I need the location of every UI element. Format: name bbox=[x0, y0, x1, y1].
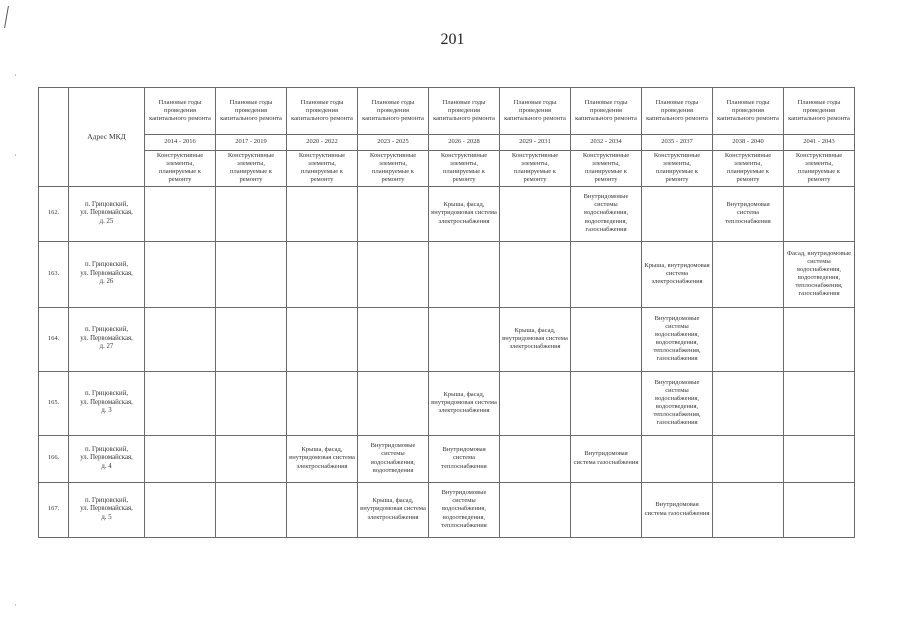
header-period-title: Плановые годы проведения капитального ремонта bbox=[287, 88, 358, 135]
row-period-cell: Внутридомовые системы водоснабжения, водоотведения, теплоснабжения, газоснабжения bbox=[642, 371, 713, 435]
row-address bbox=[69, 371, 145, 435]
header-period-years: 2026 - 2028 bbox=[429, 135, 500, 151]
row-period-cell bbox=[642, 186, 713, 241]
header-elements-label: Конструктивные элементы, планируемые к ремонту bbox=[500, 151, 571, 187]
row-period-cell bbox=[145, 482, 216, 537]
row-period-cell: Фасад, внутридомовые системы водоснабжения, водоотведения, теплоснабжения, газоснабжения bbox=[784, 241, 855, 307]
header-period-years: 2035 - 2037 bbox=[642, 135, 713, 151]
header-elements-label: Конструктивные элементы, планируемые к ремонту bbox=[287, 151, 358, 187]
row-period-cell bbox=[713, 371, 784, 435]
margin-dots: · bbox=[14, 70, 17, 80]
row-period-cell bbox=[713, 435, 784, 482]
row-period-cell: Крыша, внутридомовая система электроснабжения bbox=[642, 241, 713, 307]
row-period-cell bbox=[287, 241, 358, 307]
row-period-cell bbox=[713, 482, 784, 537]
header-period-title: Плановые годы проведения капитального ремонта bbox=[713, 88, 784, 135]
row-number: 165. bbox=[39, 371, 69, 435]
address-line: д. 27 bbox=[99, 343, 114, 351]
row-period-cell: Крыша, фасад, внутридомовая система электроснабжения bbox=[287, 435, 358, 482]
row-period-cell bbox=[713, 241, 784, 307]
row-period-cell bbox=[216, 435, 287, 482]
row-period-cell bbox=[571, 482, 642, 537]
header-elements-label: Конструктивные элементы, планируемые к ремонту bbox=[358, 151, 429, 187]
row-number: 166. bbox=[39, 435, 69, 482]
row-address bbox=[69, 307, 145, 371]
header-period-years: 2017 - 2019 bbox=[216, 135, 287, 151]
header-period-title: Плановые годы проведения капитального ремонта bbox=[784, 88, 855, 135]
header-elements-label: Конструктивные элементы, планируемые к ремонту bbox=[642, 151, 713, 187]
header-period-title: Плановые годы проведения капитального ремонта bbox=[642, 88, 713, 135]
row-period-cell bbox=[216, 241, 287, 307]
address-line: д. 3 bbox=[101, 407, 112, 415]
row-period-cell bbox=[145, 371, 216, 435]
address-line: ул. Первомайская, bbox=[80, 334, 133, 342]
header-elements-label: Конструктивные элементы, планируемые к ремонту bbox=[216, 151, 287, 187]
row-period-cell bbox=[429, 241, 500, 307]
table-row bbox=[39, 186, 855, 241]
header-period-years: 2041 - 2043 bbox=[784, 135, 855, 151]
header-period-years: 2014 - 2016 bbox=[145, 135, 216, 151]
table-row bbox=[39, 435, 855, 482]
header-period-title: Плановые годы проведения капитального ремонта bbox=[358, 88, 429, 135]
row-period-cell bbox=[358, 371, 429, 435]
row-period-cell bbox=[216, 371, 287, 435]
address-line: д. 25 bbox=[99, 217, 114, 225]
header-row-elements bbox=[39, 151, 855, 187]
header-period-years: 2032 - 2034 bbox=[571, 135, 642, 151]
row-period-cell: Внутридомовые системы водоснабжения, водоотведения bbox=[358, 435, 429, 482]
row-period-cell bbox=[642, 435, 713, 482]
row-period-cell bbox=[287, 186, 358, 241]
row-number: 162. bbox=[39, 186, 69, 241]
row-period-cell bbox=[216, 482, 287, 537]
header-period-years: 2038 - 2040 bbox=[713, 135, 784, 151]
table-row bbox=[39, 241, 855, 307]
address-line: п. Грицовский, bbox=[84, 261, 129, 269]
row-period-cell: Внутридомовые системы водоснабжения, водоотведения, теплоснабжения, газоснабжения bbox=[642, 307, 713, 371]
row-period-cell bbox=[216, 307, 287, 371]
address-line: п. Грицовский, bbox=[84, 390, 129, 398]
row-period-cell: Внутридомовые системы водоснабжения, водоотведения, газоснабжения bbox=[571, 186, 642, 241]
table-row bbox=[39, 482, 855, 537]
row-period-cell bbox=[145, 186, 216, 241]
row-period-cell bbox=[287, 482, 358, 537]
row-period-cell bbox=[784, 482, 855, 537]
header-elements-label: Конструктивные элементы, планируемые к ремонту bbox=[145, 151, 216, 187]
address-line: ул. Первомайская, bbox=[80, 454, 133, 462]
row-period-cell bbox=[571, 307, 642, 371]
row-period-cell bbox=[571, 241, 642, 307]
row-period-cell bbox=[216, 186, 287, 241]
header-period-title: Плановые годы проведения капитального ремонта bbox=[145, 88, 216, 135]
row-period-cell bbox=[429, 307, 500, 371]
header-period-years: 2020 - 2022 bbox=[287, 135, 358, 151]
row-address bbox=[69, 482, 145, 537]
table-row bbox=[39, 307, 855, 371]
row-address bbox=[69, 241, 145, 307]
repair-schedule-table bbox=[38, 87, 855, 538]
row-period-cell bbox=[784, 371, 855, 435]
address-line: ул. Первомайская, bbox=[80, 398, 133, 406]
row-period-cell bbox=[500, 482, 571, 537]
header-period-years: 2023 - 2025 bbox=[358, 135, 429, 151]
address-line: д. 4 bbox=[101, 462, 112, 470]
row-period-cell bbox=[145, 435, 216, 482]
row-period-cell: Крыша, фасад, внутридомовая система электроснабжения bbox=[429, 186, 500, 241]
row-period-cell: Внутридомовая система теплоснабжения bbox=[713, 186, 784, 241]
row-period-cell bbox=[145, 241, 216, 307]
row-period-cell: Внутридомовая система теплоснабжения bbox=[429, 435, 500, 482]
row-period-cell bbox=[571, 371, 642, 435]
header-period-title: Плановые годы проведения капитального ремонта bbox=[571, 88, 642, 135]
row-period-cell bbox=[358, 307, 429, 371]
row-period-cell bbox=[784, 435, 855, 482]
row-address bbox=[69, 186, 145, 241]
row-period-cell bbox=[358, 241, 429, 307]
margin-pen-mark bbox=[4, 6, 15, 28]
row-period-cell: Внутридомовые системы водоснабжения, водоотведения, теплоснабжения bbox=[429, 482, 500, 537]
row-period-cell bbox=[784, 307, 855, 371]
address-line: ул. Первомайская, bbox=[80, 209, 133, 217]
row-address bbox=[69, 435, 145, 482]
row-period-cell bbox=[784, 186, 855, 241]
row-number: 163. bbox=[39, 241, 69, 307]
address-line: п. Грицовский, bbox=[84, 445, 129, 453]
header-period-title: Плановые годы проведения капитального ремонта bbox=[429, 88, 500, 135]
row-period-cell bbox=[500, 186, 571, 241]
row-period-cell bbox=[500, 435, 571, 482]
margin-dots: · bbox=[14, 600, 17, 610]
row-number: 167. bbox=[39, 482, 69, 537]
header-elements-label: Конструктивные элементы, планируемые к ремонту bbox=[429, 151, 500, 187]
row-period-cell bbox=[358, 186, 429, 241]
row-period-cell: Крыша, фасад, внутридомовая система электроснабжения bbox=[500, 307, 571, 371]
row-period-cell: Крыша, фасад, внутридомовая система электроснабжения bbox=[358, 482, 429, 537]
header-address: Адрес МКД bbox=[69, 88, 145, 187]
address-line: ул. Первомайская, bbox=[80, 269, 133, 277]
table-row bbox=[39, 371, 855, 435]
row-period-cell: Внутридомовая система газоснабжения bbox=[642, 482, 713, 537]
row-period-cell: Внутридомовая система газоснабжения bbox=[571, 435, 642, 482]
row-period-cell bbox=[500, 371, 571, 435]
address-line: д. 5 bbox=[101, 513, 112, 521]
row-period-cell: Крыша, фасад, внутридомовая система электроснабжения bbox=[429, 371, 500, 435]
margin-dots: · bbox=[14, 150, 17, 160]
row-period-cell bbox=[287, 307, 358, 371]
header-row-titles bbox=[39, 88, 855, 135]
header-period-title: Плановые годы проведения капитального ремонта bbox=[216, 88, 287, 135]
row-period-cell bbox=[500, 241, 571, 307]
header-period-title: Плановые годы проведения капитального ремонта bbox=[500, 88, 571, 135]
row-period-cell bbox=[713, 307, 784, 371]
header-elements-label: Конструктивные элементы, планируемые к ремонту bbox=[713, 151, 784, 187]
header-elements-label: Конструктивные элементы, планируемые к ремонту bbox=[571, 151, 642, 187]
address-line: ул. Первомайская, bbox=[80, 505, 133, 513]
row-period-cell bbox=[287, 371, 358, 435]
header-row-years bbox=[39, 135, 855, 151]
address-line: д. 26 bbox=[99, 278, 114, 286]
row-number: 164. bbox=[39, 307, 69, 371]
row-period-cell bbox=[145, 307, 216, 371]
address-line: п. Грицовский, bbox=[84, 496, 129, 504]
header-elements-label: Конструктивные элементы, планируемые к ремонту bbox=[784, 151, 855, 187]
header-number-column bbox=[39, 88, 69, 187]
page-number: 201 bbox=[440, 31, 465, 48]
address-line: п. Грицовский, bbox=[84, 200, 129, 208]
address-line: п. Грицовский, bbox=[84, 326, 129, 334]
header-period-years: 2029 - 2031 bbox=[500, 135, 571, 151]
